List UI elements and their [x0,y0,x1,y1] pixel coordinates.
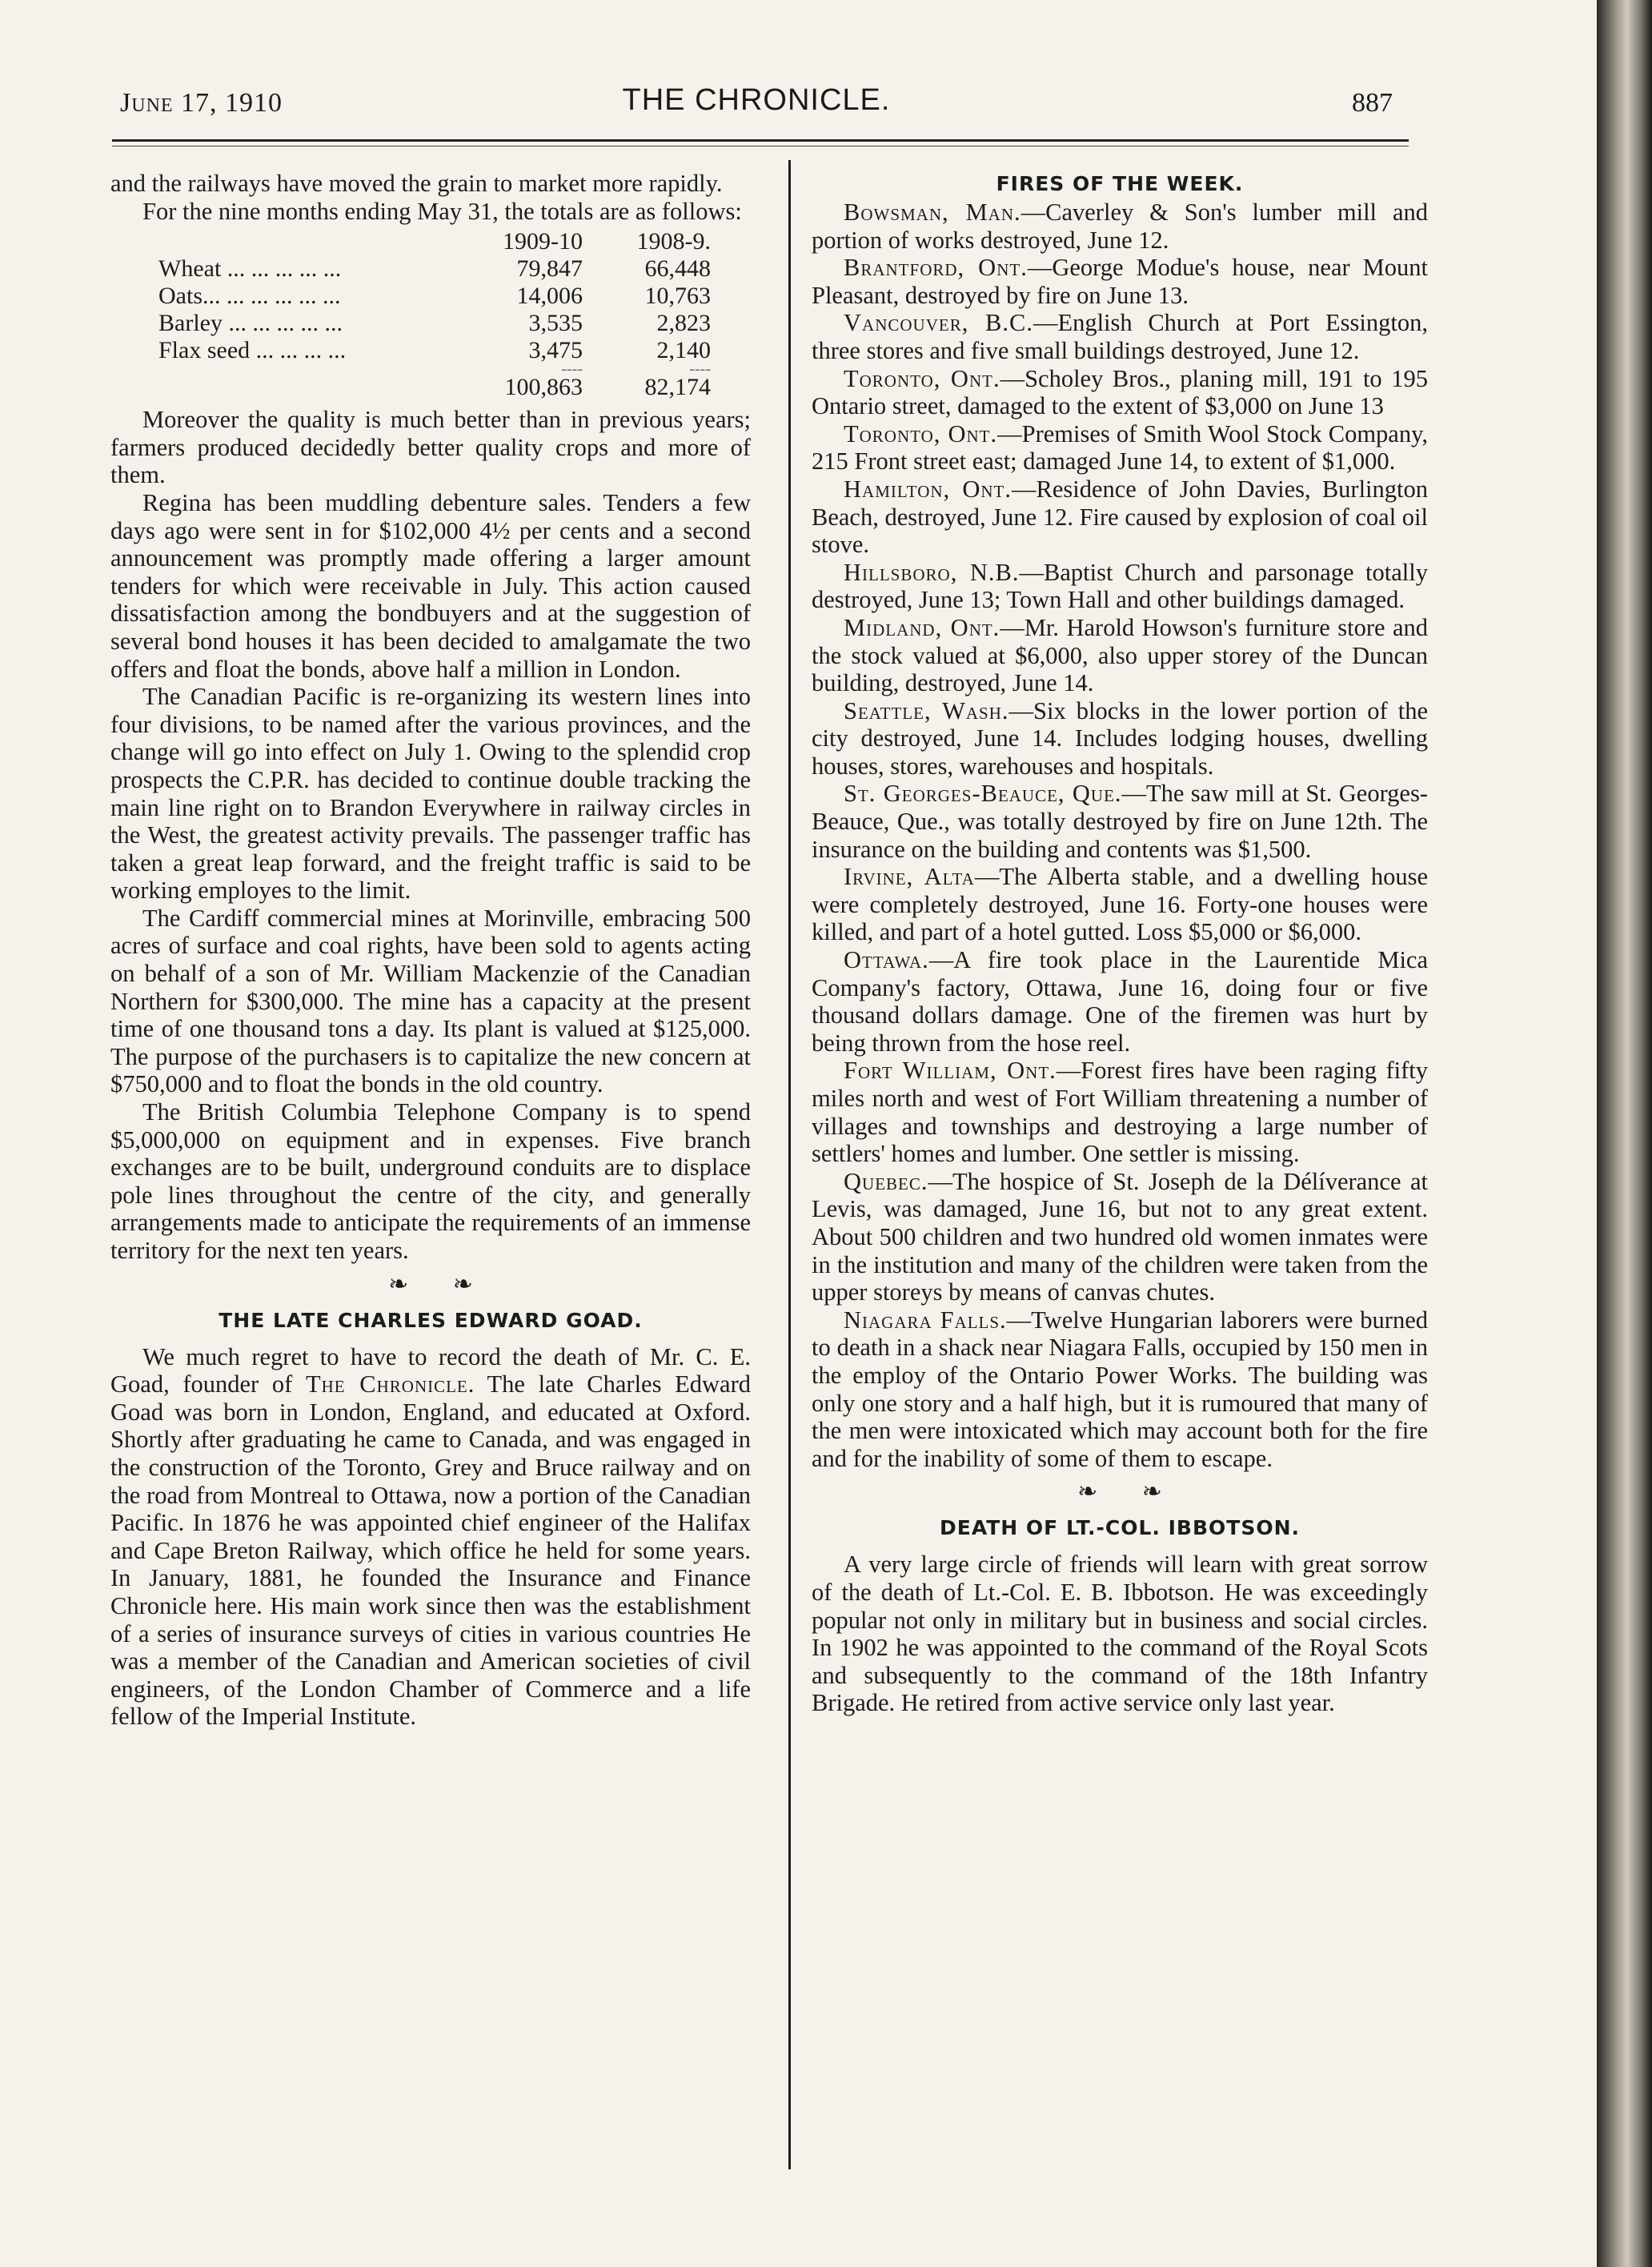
fire-report [812,780,1428,863]
paragraph: The Cardiff commercial mines at Morinville, embracing 500 acres of surface and coal rights, have been sold to agents acting on behalf of a son of Mr. William Mackenzie of the Canadian Northern for $300,000. The mine has a capacity at the present time of one thousand tons a day. Its plant is valued at $125,000. The purpose of the purchasers is to capitalize the new concern at $750,000 and to float the bonds in the old country. [110,904,751,1098]
fire-location: Quebec. [844,1167,928,1195]
row-label: Oats... ... ... ... ... ... [158,283,341,310]
table-row [158,255,711,283]
fire-location: Hillsboro, N.B. [844,558,1020,586]
fire-text: —The Alberta stable, and a dwelling house were completely destroyed, June 16. Forty-one houses were killed, and part of a hotel gutted. Loss $5,000 or $6,000. [812,863,1428,946]
article-heading: THE LATE CHARLES EDWARD GOAD. [219,1308,643,1332]
fire-location: Ottawa. [844,946,929,974]
fire-location: St. Georges-Beauce, Que. [844,780,1122,808]
ornament-icon: ❧ ❧ [1077,1479,1181,1506]
column-rule [788,160,791,2169]
paragraph: and the railways have moved the grain to market more rapidly. [110,170,723,197]
header-rule [112,139,1409,142]
article-heading: DEATH OF LT.-COL. IBBOTSON. [940,1516,1300,1540]
fire-text: —Premises of Smith Wool Stock Company, 215 Front street east; damaged June 14, to extent of $1,000. [812,419,1428,475]
fire-location: Seattle, Wash. [844,696,1009,724]
fire-location: Fort William, Ont. [844,1057,1057,1085]
fire-text: —The saw mill at St. Georges-Beauce, Que., was totally destroyed by fire on June 12th. The insurance on the building and contents was $1,500. [812,780,1428,863]
fire-text: —English Church at Port Essington, three stores and five small buildings destroyed, June 12. [812,309,1428,364]
fire-location: Bowsman, Man. [844,199,1021,226]
paragraph: For the nine months ending May 31, the totals are as follows: [142,197,742,225]
fire-text: —Twelve Hungarian laborers were burned to death in a shack near Niagara Falls, occupied by 150 men in the employ of the Ontario Power Works. The building was only one story and a half high, but it is rumoured that many of the men were intoxicated which may account both for the fire and for the inability of some of them to escape. [812,1306,1428,1472]
fire-report [812,1306,1428,1473]
column-header: 1908-9. [636,228,711,255]
fire-report [812,309,1428,364]
table-row [158,310,711,337]
fire-text: —Caverley & Son's lumber mill and portion of works destroyed, June 12. [812,199,1428,254]
paragraph: A very large circle of friends will learn with great sorrow of the death of Lt.-Col. E. B. Ibbotson. He was exceedingly popular not only in military but in business and social circles. In 1902 he was appointed to the command of the Royal Scots and subsequently to the command of the 18th Infantry Brigade. He retired from active service only last year. [812,1551,1428,1717]
fire-report [812,1057,1428,1167]
paragraph: The Canadian Pacific is re-organizing its western lines into four divisions, to be named after the various provinces, and the change will go into effect on July 1. Owing to the splendid crop prospects the C.P.R. has decided to continue double tracking the main line right on to Brandon Everywhere in railway circles in the West, the greatest activity prevails. The passenger traffic has taken a great leap forward, and the freight traffic is said to be working employes to the limit. [110,683,751,905]
fire-text: —Residence of John Davies, Burlington Beach, destroyed, June 12. Fire caused by explosion of coal oil stove. [812,475,1428,559]
paragraph: Moreover the quality is much better than in previous years; farmers produced decidedly better quality crops and more of them. [110,406,751,489]
cell-value: 79,847 [516,255,583,283]
total-rule: ---- [689,360,711,379]
cell-value: 10,763 [644,283,711,310]
table-header-row [158,228,711,255]
text-run: . The late Charles Edward Goad was born in London, England, and educated at Oxford. Shortly after graduating he came to Canada, and was engaged in the construction of the Toronto, Grey and Bruce railway and on the road from Montreal to Ottawa, now a portion of the Canadian Pacific. In 1876 he was appointed chief engineer of the Halifax and Cape Breton Railway, which office he held for some years. In January, 1881, he founded the Insurance and Finance Chronicle here. His main work since then was the establishment of a series of insurance surveys of cities in various countries He was a member of the Canadian and American societies of civil engineers, of the London Chamber of Commerce and a life fellow of the Imperial Institute. [110,1370,751,1731]
fire-location: Irvine, Alta [844,863,975,891]
fire-report [812,614,1428,697]
fire-report [812,420,1428,475]
ornament-icon: ❧ ❧ [388,1270,492,1298]
fire-text: —Mr. Harold Howson's furniture store and the stock valued at $6,000, also upper storey of the Duncan building, destroyed, June 14. [812,613,1428,697]
paragraph: The British Columbia Telephone Company is to spend $5,000,000 on equipment and in expenses. Five branch exchanges are to be built, underground conduits are to displace pole lines throughout the centre of the city, and generally arrangements made to anticipate the requirements of an immense territory for the next ten years. [110,1098,751,1264]
fire-report [812,697,1428,780]
fire-location: Brantford, Ont. [844,254,1028,282]
total-value: 82,174 [644,374,711,401]
row-label: Barley ... ... ... ... ... [158,310,343,337]
paragraph: Regina has been muddling debenture sales. Tenders a few days ago were sent in for $102,000 4½ per cents and a second announcement was promptly made offering a larger amount tenders for which were receivable in July. This action caused dissatisfaction among the bondbuyers and at the suggestion of several bond houses it has been decided to amalgamate the two offers and float the bonds, above half a million in London. [110,488,751,683]
article-heading: FIRES OF THE WEEK. [996,172,1244,195]
fire-text: —Scholey Bros., planing mill, 191 to 195 Ontario street, damaged to the extent of $3,000 on June 13 [812,364,1428,420]
fire-report [812,559,1428,614]
fire-location: Toronto, Ont. [844,419,998,447]
total-rule: ---- [561,360,583,379]
fire-report [812,365,1428,420]
publication-name: The Chronicle [305,1370,468,1398]
cell-value: 2,823 [656,310,711,337]
fire-report [812,1168,1428,1306]
fire-report [812,863,1428,946]
paragraph [110,1343,751,1731]
fire-location: Niagara Falls. [844,1306,1007,1334]
fire-location: Vancouver, B.C. [844,309,1033,337]
fire-location: Hamilton, Ont. [844,475,1012,503]
table-row [158,337,711,364]
fire-text: —Six blocks in the lower portion of the city destroyed, June 14. Includes lodging houses, dwelling houses, stores, warehouses and hospitals. [812,696,1428,780]
total-value: 100,863 [504,374,583,401]
cell-value: 3,535 [528,310,583,337]
grain-totals-table [158,228,711,401]
fire-report [812,199,1428,254]
fire-location: Toronto, Ont. [844,364,1000,392]
column-header: 1909-10 [503,228,583,255]
publication-title: THE CHRONICLE. [622,83,891,117]
fire-text: —The hospice of St. Joseph de la Délíverance at Levis, was damaged, June 16, but not to any great extent. About 500 children and two hundred old women inmates were in the institution and many of the children were taken from the upper storeys by means of canvas chutes. [812,1167,1428,1306]
cell-value: 14,006 [516,283,583,310]
row-label: Flax seed ... ... ... ... [158,337,347,364]
right-column [812,170,1428,1717]
page-number: 887 [1352,88,1393,118]
fire-text: —Baptist Church and parsonage totally destroyed, June 13; Town Hall and other buildings damaged. [812,558,1428,614]
fire-text: —A fire took place in the Laurentide Mica Company's factory, Ottawa, June 16, doing four or five thousand dollars damage. One of the firemen was hurt by being thrown from the hose reel. [812,946,1428,1057]
text-run: We much regret to have to record the death of Mr. C. E. Goad, founder of [110,1342,751,1398]
total-rule-row [158,364,711,374]
left-column [110,170,751,1731]
fire-report [812,475,1428,559]
fire-report [812,946,1428,1057]
page-header [120,83,1393,128]
table-total-row [158,374,711,401]
row-label: Wheat ... ... ... ... ... [158,255,342,283]
table-row [158,283,711,310]
cell-value: 66,448 [644,255,711,283]
header-date: June 17, 1910 [120,88,283,118]
cell-value: 2,140 [656,337,711,364]
cell-value: 3,475 [528,337,583,364]
fire-text: —Forest fires have been raging fifty miles north and west of Fort William threatening a number of villages and townships and destroying a large number of settlers' homes and lumber. One settler is missing. [812,1057,1429,1168]
book-gutter [1597,0,1652,2267]
fire-text: —George Modue's house, near Mount Pleasant, destroyed by fire on June 13. [812,254,1429,309]
fire-report [812,254,1428,309]
fire-location: Midland, Ont. [844,613,1000,641]
